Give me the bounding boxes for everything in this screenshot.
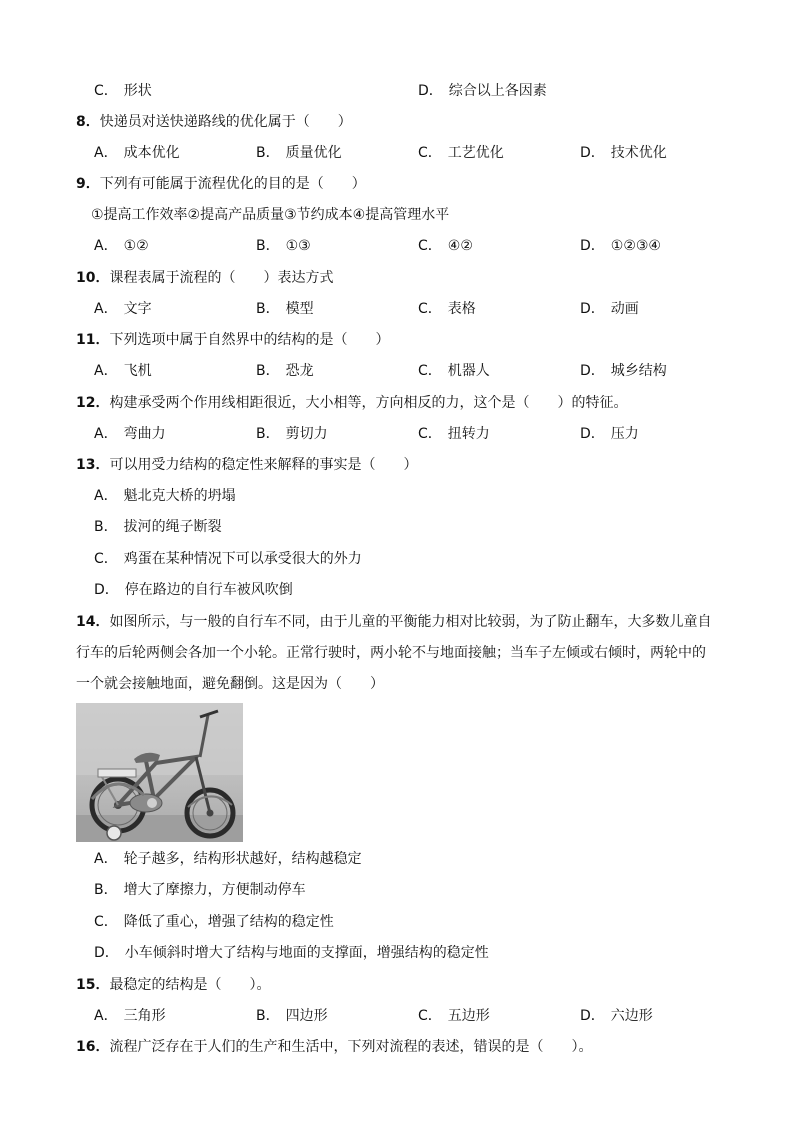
- option-b: B． 剪切力: [256, 426, 328, 442]
- option-d: D． 技术优化: [580, 145, 667, 161]
- option-c: C． 工艺优化: [418, 145, 504, 161]
- option-a: A． ①②: [94, 238, 149, 254]
- option-c: C． 鸡蛋在某种情况下可以承受很大的外力: [94, 551, 362, 567]
- option-b: B． 拔河的绳子断裂: [94, 519, 222, 535]
- question-16: 16．流程广泛存在于人们的生产和生活中，下列对流程的表述，错误的是（ ）。: [76, 1039, 593, 1055]
- option-c: C． 降低了重心，增强了结构的稳定性: [94, 914, 334, 930]
- option-a: A． 弯曲力: [94, 426, 166, 442]
- option-d: D． 动画: [580, 301, 639, 317]
- option-a: A． 文字: [94, 301, 152, 317]
- option-d: D． 停在路边的自行车被风吹倒: [94, 582, 293, 598]
- question-12: 12．构建承受两个作用线相距很近，大小相等，方向相反的力，这个是（ ）的特征。: [76, 395, 628, 411]
- option-a: A． 轮子越多，结构形状越好，结构越稳定: [94, 851, 362, 867]
- option-d: D． 综合以上各因素: [418, 83, 547, 99]
- question-14-line-1: 14．如图所示，与一般的自行车不同，由于儿童的平衡能力相对比较弱，为了防止翻车，大多数儿童自: [76, 614, 712, 630]
- option-d: D． 城乡结构: [580, 363, 667, 379]
- option-a: A． 成本优化: [94, 145, 180, 161]
- bicycle-photo: [76, 703, 243, 842]
- option-d: D． 压力: [580, 426, 639, 442]
- question-14-line-3: 一个就会接触地面，避免翻倒。这是因为（ ）: [76, 676, 384, 692]
- question-13: 13．可以用受力结构的稳定性来解释的事实是（ ）: [76, 457, 418, 473]
- question-14: [76, 607, 740, 700]
- question-10: 10．课程表属于流程的（ ）表达方式: [76, 270, 334, 286]
- option-b: B． 增大了摩擦力，方便制动停车: [94, 882, 306, 898]
- question-9: 9．下列有可能属于流程优化的目的是（ ）: [76, 176, 366, 192]
- question-8: 8．快递员对送快递路线的优化属于（ ）: [76, 114, 352, 130]
- question-9-statements: ①提高工作效率②提高产品质量③节约成本④提高管理水平: [91, 207, 450, 223]
- option-d: D． 小车倾斜时增大了结构与地面的支撑面，增强结构的稳定性: [94, 945, 489, 961]
- option-a: A． 三角形: [94, 1008, 166, 1024]
- option-c: C． 机器人: [418, 363, 490, 379]
- option-b: B． ①③: [256, 238, 311, 254]
- option-d: D． ①②③④: [580, 238, 661, 254]
- option-c: C． 表格: [418, 301, 476, 317]
- option-c: C． 五边形: [418, 1008, 490, 1024]
- option-c: C． ④②: [418, 238, 473, 254]
- question-15: 15．最稳定的结构是（ ）。: [76, 977, 271, 993]
- option-d: D． 六边形: [580, 1008, 653, 1024]
- option-a: A． 飞机: [94, 363, 152, 379]
- option-b: B． 四边形: [256, 1008, 328, 1024]
- option-a: A． 魁北克大桥的坍塌: [94, 488, 236, 504]
- option-b: B． 质量优化: [256, 145, 342, 161]
- option-c: C． 形状: [94, 83, 152, 99]
- option-b: B． 恐龙: [256, 363, 314, 379]
- option-b: B． 模型: [256, 301, 314, 317]
- question-11: 11．下列选项中属于自然界中的结构的是（ ）: [76, 332, 390, 348]
- question-14-line-2: 行车的后轮两侧会各加一个小轮。正常行驶时，两小轮不与地面接触；当车子左倾或右倾时，两轮中的: [76, 645, 706, 661]
- option-c: C． 扭转力: [418, 426, 490, 442]
